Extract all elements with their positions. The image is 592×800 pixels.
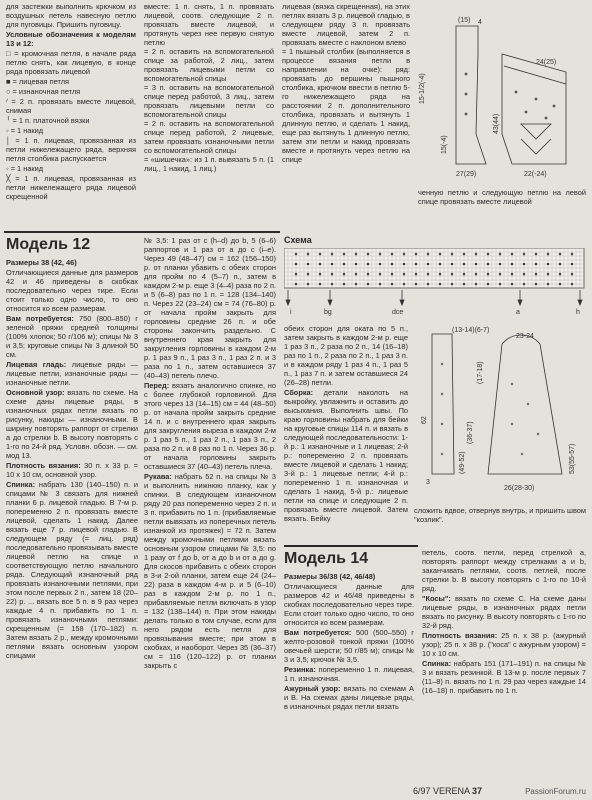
model12-assembly-label: Сборка: [284, 388, 314, 397]
legend-symbol-icon: □ [6, 49, 15, 58]
model12-col3-text: обеих сторон для оката по 5 п., затем закрыть в каждом 2-м р. еще 1 раз 3 п., 2 раза по 2 п., 14 (16–18) раз по 1 п., 2 раза по 2 п., 1 раз 3 п. и в каждом ряду 1 раз 4 п., 1 раз 5 п., 1 раз 7 п. и затем оставшиеся 24 (26–28) петли. [284, 324, 408, 387]
scheme-stitch-mark [391, 253, 394, 256]
top-column-2 [144, 2, 274, 230]
legend-item-text: = кромочная петля, в начале ряда петлю снять, как лицевую, в конце ряда провязать лицевой [6, 49, 136, 76]
legend-item-text: = изнаночная петля [12, 87, 81, 96]
model12-stitch1-label: Лицевая гладь: [6, 360, 67, 369]
scheme-stitch-mark [439, 263, 442, 266]
scheme-stitch-mark [367, 273, 370, 276]
legend-item [6, 164, 136, 173]
scheme-stitch-mark [415, 263, 418, 266]
model12-sleeve-label: Рукава: [144, 472, 172, 481]
scheme-stitch-mark [451, 273, 454, 276]
model14-lace-label: Ажурный узор: [284, 684, 341, 693]
scheme-stitch-mark [475, 273, 478, 276]
scheme-stitch-mark [295, 253, 298, 256]
page-issue: 6/97 VERENA [412, 786, 470, 796]
scheme-stitch-mark [319, 283, 322, 286]
model14-rib-label: Резинка: [284, 665, 316, 674]
scheme-stitch-mark [535, 283, 538, 286]
model14-column-2 [422, 548, 586, 782]
scheme-stitch-mark [295, 283, 298, 286]
dim-label-3: 15-1/2(-4) [419, 73, 426, 104]
scheme-stitch-mark [415, 253, 418, 256]
scheme-stitch-mark [331, 253, 334, 256]
sleeve-dim-9: 26(28-30) [504, 485, 535, 492]
scheme-stitch-mark [367, 283, 370, 286]
model12-assembly: детали наколоть на выкройку, увлажнить и оставить до высыхания. Выполнить швы. По краю горловины набрать для бейки на круговые спицы 114 п. и вязать в следующей последовательности: 1-й р.: 1 изнаночные и 1 лицевая; 2-й р.: попеременно 2 п. провязать вместе лицевой и сделать 1 накид; 3-й р.: 1 лицевые петли; 4-й р.: попеременно 1 п. изнаночная и сделать 1 накид, 5-й р.: лицевые петли на спице и следующие 2 п. провязать вместе лицевой. Затем вязать. Бейку [284, 388, 408, 523]
top-col3-text: лицевая (вязка скрещенная), на этих петлях вязать 3 р. лицевой гладью, в следующем ряду 3 п. провязать вместе лицевой, затем 2 п. провязать вместе с наклоном влево = 1 пышный столбик (выполняется в процессе вязания петли в направлении на очке): ряд: провязать до вершины пышного столбика, крючком ввести в петлю 5-го нижележащего ряда на расстоянии 2 п. дополнительного столбика, провязать и вытянуть 1 длинную петлю, и сделать 1 накид, еще раз вытянуть 1 длинную петлю, затем эти петли и накид провязать вместе и протянуть через петлю на спице [282, 2, 410, 164]
scheme-stitch-mark [331, 283, 334, 286]
scheme-stitch-mark [499, 273, 502, 276]
scheme-stitch-mark [355, 253, 358, 256]
legend-item-text: = 1 накид [10, 126, 44, 135]
model12-back: набрать 130 (140–150) п. и спицами № 3 связать для нижней планки 6 р. лицевой гладью. В 7-м р. попеременно 2 п. провязать вместе лицевой, сделать 1 накид. Далее вязать еще 7 р. лицевой гладью. В следующем ряду (= лиц. ряд) последовательно провязывать вместе лицевой петлю на спице и соответствующую петлю начального ряда. Следующий изнаночный ряд провязать изнаночными петлями, при этом после первых 2 п., затем 18 (20–22) р. ... вязать все 5 п. в 9 раз через каждые 4 п. прибавить по 1 п. провязать изнаночными петлями: скрещенным (= 158 (170–182) п. Затем вязать 2 р., между кромочными петлями вязать основным узором спицами [6, 480, 138, 660]
scheme-stitch-mark [451, 253, 454, 256]
scheme-stitch-mark [343, 253, 346, 256]
sleeve-dim-6: (17-18) [477, 361, 484, 384]
scheme-stitch-mark [427, 263, 430, 266]
legend-item-text: = 1 п. платочной вязки [12, 116, 90, 125]
scheme-stitch-mark [523, 253, 526, 256]
model12-stitch2: вязать по схеме. На схеме даны лицевые ряды, в изнаночных рядах петли вязать по рисунку, накиды — изнаночными. В ширину повторять раппорт от стрелки a до стрелки b. В высоту повторять с 1-го по 24-й ряд. Условн. обозн. — см. мод 13. [6, 388, 138, 460]
model12-materials: 750 (800–850) г зеленой пряжи средней толщины (100% хлопок; 50 г/106 м); спицы № 3 и 3,5; круговые спицы № 3 длиной 50 см. [6, 314, 138, 359]
model14-density-label: Плотность вязания: [422, 631, 498, 640]
scheme-stitch-mark [439, 283, 442, 286]
scheme-stitch-mark [403, 283, 406, 286]
legend-symbol-icon: ◦ [6, 126, 11, 135]
scheme-stitch-mark [355, 263, 358, 266]
scheme-stitch-mark [367, 263, 370, 266]
dim-label-8: 22(-24) [524, 171, 547, 178]
legend-symbol-icon: ╳ [6, 174, 16, 183]
model14-back: набрать 151 (171–191) п. на спицы № 3 и вязать резинкой. В 13-м р. после первых 7 (11–8) п. вязать по 1 п. 29 раз через каждые 14 (16–18) п. прибавить по 1 п. [422, 659, 586, 695]
dim-label-4: 24(25) [536, 59, 557, 66]
model14-rib: попеременно 1 п. лицевая, 1 п. изнаночная. [284, 665, 414, 683]
scheme-stitch-mark [307, 253, 310, 256]
scheme-stitch-mark [463, 273, 466, 276]
model12-column-3 [284, 324, 408, 544]
scheme-stitch-mark [331, 263, 334, 266]
scheme-stitch-mark [535, 253, 538, 256]
sleeve-dim-8: 53(55-57) [569, 443, 576, 474]
legend-item-text: = 2 п. провязать вместе лицевой, снимая [6, 97, 136, 115]
legend-item [6, 174, 136, 201]
legend-item [6, 49, 136, 76]
scheme-title: Схема [284, 236, 312, 245]
scheme-stitch-mark [559, 273, 562, 276]
scheme-arrow-i: i [290, 309, 292, 316]
scheme-stitch-mark [487, 263, 490, 266]
scheme-stitch-mark [571, 273, 574, 276]
scheme-stitch-mark [379, 283, 382, 286]
scheme-stitch-mark [559, 253, 562, 256]
scheme-stitch-mark [331, 273, 334, 276]
model14-materials-label: Вам потребуется: [284, 628, 352, 637]
model14-col2-text: петель, соотв. петли, перед стрелкой a, повторять раппорт между стрелками a и b, заканчивать петлями, соотв. петлей, после стрелки b. В высоту повторять с 1-го по 10-й ряд. [422, 548, 586, 593]
scheme-arrow-bg: bg [324, 309, 332, 316]
section-divider-model14 [284, 545, 418, 547]
model14-column-1 [284, 550, 414, 786]
sleeve-dim-7: (49-52) [459, 451, 466, 474]
legend-symbol-icon: ■ [6, 77, 13, 86]
legend-symbol-icon: │ [6, 136, 16, 145]
scheme-stitch-mark [367, 253, 370, 256]
section-divider-top [4, 231, 280, 233]
model14-density: 25 п. x 38 р. (ажурный узор); 25 п. x 38 р. ("коса" с ажурным узором) = 10 x 10 см. [422, 631, 586, 658]
scheme-stitch-mark [499, 253, 502, 256]
scheme-stitch-mark [571, 283, 574, 286]
legend-symbol-icon: ◦ [6, 164, 11, 173]
dim-label-2: 4 [478, 19, 482, 26]
scheme-stitch-mark [475, 263, 478, 266]
scheme-stitch-mark [451, 283, 454, 286]
scheme-arrow-a: a [516, 309, 520, 316]
model12-intro: Отличающиеся данные для размеров 42 и 46 приведены в скобках последовательно через тире. Если стоит только одно число, то оно относится ко всем размерам. [6, 268, 138, 313]
sleeve-dim-4: 3 [426, 479, 430, 486]
sleeve-dim-5: (36-37) [467, 421, 474, 444]
scheme-stitch-mark [439, 253, 442, 256]
scheme-stitch-mark [559, 263, 562, 266]
scheme-stitch-mark [379, 263, 382, 266]
scheme-stitch-mark [439, 273, 442, 276]
scheme-stitch-mark [535, 273, 538, 276]
scheme-stitch-mark [295, 273, 298, 276]
legend-symbol-icon: ╵ [6, 116, 13, 125]
scheme-stitch-mark [427, 283, 430, 286]
model12-col2-text: № 3,5: 1 раз от с (h–d) до b, 5 (6–6) раппортов и 1 раз от a до c (i–e). Через 49 (48–47) см = 162 (156–150) р. от планки убавить с обеих сторон для пройм по 4 (5–7) п., затем в каждом 2-м р. еще 3 (4–4) раза по 2 п. и 5 (6–8) раз по 1 п. = 128 (134–140) п. Через 22 (23–24) см = 74 (76–80) р. от начала пройм закрыть для горловины средние 26 п. и обе стороны закончить раздельно. С внутреннего края закрыть для закругления горловины в каждом 2-м р. 1 раз 9 п., 1 раз 3 п., 1 раз 2 п. и 3 раза по 1 п., затем оставшиеся 37 (40–43) петель плечо. [144, 236, 276, 380]
legend-item-text: = 1 накид [10, 164, 44, 173]
legend-item [6, 77, 136, 86]
scheme-stitch-mark [355, 283, 358, 286]
scheme-stitch-mark [307, 283, 310, 286]
scheme-arrow-h: h [576, 309, 580, 316]
model12-sizes: Размеры 38 (42, 46) [6, 258, 77, 267]
model12-column-2 [144, 236, 276, 784]
sleeve-dim-2: 23-24 [516, 333, 534, 340]
scheme-stitch-mark [403, 273, 406, 276]
scheme-stitch-mark [295, 263, 298, 266]
scheme-stitch-mark [427, 253, 430, 256]
sleeve-schematic [412, 324, 588, 504]
model14-lace: вязать по схемам A и B. На схемах даны лицевые ряды, в изнаночных рядах петли вязать [284, 684, 414, 711]
model14-intro: Отличающиеся данные для размеров 42 и 46/48 приведены в скобках последовательно через тире. Если стоит только одно число, то оно относится ко всем размерам. [284, 582, 414, 627]
model12-column-1 [6, 236, 138, 784]
legend-title: Условные обозначения к моделям 13 и 12: [6, 30, 136, 48]
scheme-stitch-mark [535, 263, 538, 266]
scheme-stitch-mark [391, 263, 394, 266]
legend-item [6, 97, 136, 115]
scheme-stitch-mark [355, 273, 358, 276]
model12-density-label: Плотность вязания: [6, 461, 81, 470]
model14-sizes: Размеры 36/38 (42, 46/48) [284, 572, 376, 581]
scheme-stitch-mark [511, 263, 514, 266]
legend-item [6, 136, 136, 163]
top-diagram-note: ченную петлю и следующую петлю на левой спице провязать вместе лицевой [418, 188, 586, 206]
scheme-stitch-mark [499, 263, 502, 266]
scheme-stitch-mark [475, 253, 478, 256]
scheme-stitch-mark [463, 263, 466, 266]
scheme-stitch-mark [547, 253, 550, 256]
scheme-stitch-mark [415, 283, 418, 286]
scheme-stitch-mark [343, 283, 346, 286]
top-col2-text: вместе: 1 п. снять, 1 п. провязать лицевой, соотв. следующие 2 п. провязать вместе лицевой, и протянуть через нее первую снятую петлю = 2 п. оставить на вспомогательной спице за работой, 2 лиц., затем провязать лицевыми петли со вспомогательной спицы = 3 п. оставить на вспомогательной спице перед работой, 3 лиц., затем провязать лицевыми петли со вспомогательной спицы = 2 п. оставить на вспомогательной спице перед работой, 2 лицевые, затем провязать изнаночными петли со вспомогательной спицы = «шишечка»: из 1 п. вывязать 5 п. (1 лиц., 1 накид, 1 лиц.) [144, 2, 274, 173]
model14-back-label: Спинка: [422, 659, 452, 668]
scheme-stitch-mark [403, 253, 406, 256]
scheme-stitch-mark [547, 273, 550, 276]
scheme-stitch-mark [343, 263, 346, 266]
top-garment-schematic [416, 14, 586, 182]
sleeve-note: сложить вдвое, отвернув внутрь, и пришить швом "козлик". [414, 506, 586, 524]
scheme-stitch-mark [511, 273, 514, 276]
scheme-stitch-mark [451, 263, 454, 266]
scheme-stitch-mark [307, 263, 310, 266]
scheme-stitch-mark [571, 263, 574, 266]
legend-item [6, 126, 136, 135]
legend-item [6, 116, 136, 125]
legend-symbol-icon: ○ [6, 87, 13, 96]
scheme-stitch-mark [523, 263, 526, 266]
scheme-stitch-mark [487, 273, 490, 276]
top-col1-text: для застежки выполнить крючком из воздушных петель навесную петлю для пуговицы. Пришить пуговицу. [6, 2, 136, 29]
scheme-stitch-mark [523, 273, 526, 276]
scheme-stitch-mark [487, 283, 490, 286]
model14-kosy: вязать по схеме C. На схеме даны лицевые ряды, в изнаночных рядах петли вязать по рисунку. В высоту повторять с 1-го по 32-й ряд. [422, 594, 586, 630]
scheme-stitch-mark [319, 263, 322, 266]
page-footer [413, 786, 482, 796]
scheme-stitch-mark [343, 273, 346, 276]
model12-front: вязать аналогично спинке, но с более глубокой горловиной. Для этого через 13 (14–15) см = 44 (48–50) р. от начала пройм закрыть средние 14 п. и с внутреннего края закрыть для закругления выреза в каждом 2-м р. 1 раз 5 п., 1 раз 2 п., 1 раз 3 п., 2 раза по 2 п. и 8 раз по 1 п. Через 36 р. от начала горловины закрыть оставшиеся 37 (40–43) петель плеча. [144, 381, 276, 471]
legend-item-text: = лицевая петля [12, 77, 70, 86]
model12-title: Модель 12 [6, 236, 91, 253]
top-column-1 [6, 2, 136, 230]
model12-front-label: Перед: [144, 381, 170, 390]
dim-label-7: 27(29) [456, 171, 477, 178]
scheme-stitch-mark [379, 273, 382, 276]
model14-title: Модель 14 [284, 550, 369, 567]
page-number: 37 [471, 786, 482, 796]
scheme-arrow-dce: dce [392, 309, 404, 316]
model12-back-label: Спинка: [6, 480, 36, 489]
legend-item-text: = 1 п. лицевая, провязанная из петли нижележащего ряда лицевой скрещенной [6, 174, 136, 201]
model12-materials-label: Вам потребуется: [6, 314, 74, 323]
dim-label-5: 43(44) [493, 113, 500, 134]
legend-item [6, 87, 136, 96]
scheme-stitch-mark [463, 253, 466, 256]
dim-label-1: (15) [458, 17, 471, 24]
scheme-stitch-mark [523, 283, 526, 286]
scheme-stitch-mark [511, 253, 514, 256]
scheme-stitch-mark [511, 283, 514, 286]
stitch-scheme-grid [284, 248, 588, 318]
scheme-stitch-mark [403, 263, 406, 266]
scheme-stitch-mark [415, 273, 418, 276]
scheme-stitch-mark [547, 283, 550, 286]
legend-list [6, 49, 136, 201]
model12-stitch1: лицевые ряды — лицевые петли, изнаночные ряды — изнаночные петли. [6, 360, 138, 387]
scheme-stitch-mark [475, 283, 478, 286]
scheme-stitch-mark [559, 283, 562, 286]
scheme-stitch-mark [427, 273, 430, 276]
scheme-stitch-mark [319, 273, 322, 276]
scheme-stitch-mark [319, 253, 322, 256]
scheme-stitch-mark [463, 283, 466, 286]
scheme-stitch-mark [307, 273, 310, 276]
watermark: PassionForum.ru [525, 787, 586, 796]
model12-stitch2-label: Основной узор: [6, 388, 65, 397]
top-column-3 [282, 2, 410, 230]
scheme-stitch-mark [391, 273, 394, 276]
legend-item-text: = 1 п. лицевая, провязанная из петли нижележащего ряда, верхняя петля столбика распускается [6, 136, 136, 163]
scheme-stitch-mark [379, 253, 382, 256]
model12-sleeve: набрать 52 п. на спицы № 3 и выполнить нижнюю планку, как у спинки. В следующем изнаночном ряду 20 раз попеременно через 2 п. и 3 п. прибавить по 1 п. (прибавляемые петли вывязать из поперечных петель изнанкой из протяжек) = 72 п. Затем между кромочными петлями вязать основным узором спицами № 3,5: по 1 разу от f до b, от a до b и от a до g. Для скосов прибавить с обеих сторон в 3-и 2-ой планки, затем еще 24 (24–22) раза в каждом 4-м р. и 5 (6–10) раз в каждом 2-м р. по 1 п., прибавляемые петли включать в узор = 132 (138–144) п. При этом накиды делать только в том случае, если для него рядом есть петля для провязывания вместе; при этом в скобках, и наоборот. Через 35 (36–37) см = 116 (120–122) р. от планки закрыть с [144, 472, 276, 670]
scheme-stitch-mark [487, 253, 490, 256]
scheme-stitch-mark [391, 283, 394, 286]
model14-materials: 500 (500–550) г желто-розовой тонкой пряжи (100% овечьей шерсти; 50 г/85 м); спицы № 3 и 3,5; крючок № 3,5. [284, 628, 414, 664]
model14-kosy-label: "Косы": [422, 594, 451, 603]
dim-label-6: 15(-4) [441, 135, 448, 154]
scheme-stitch-mark [547, 263, 550, 266]
scheme-stitch-mark [571, 253, 574, 256]
sleeve-dim-3: 62 [421, 416, 428, 424]
model12-density: 30 п. x 33 р. = 10 x 10 см, основной узор. [6, 461, 138, 479]
legend-symbol-icon: ∕ [6, 97, 12, 106]
sleeve-dim-1: (13-14)(6-7) [452, 327, 490, 334]
scheme-stitch-mark [499, 283, 502, 286]
